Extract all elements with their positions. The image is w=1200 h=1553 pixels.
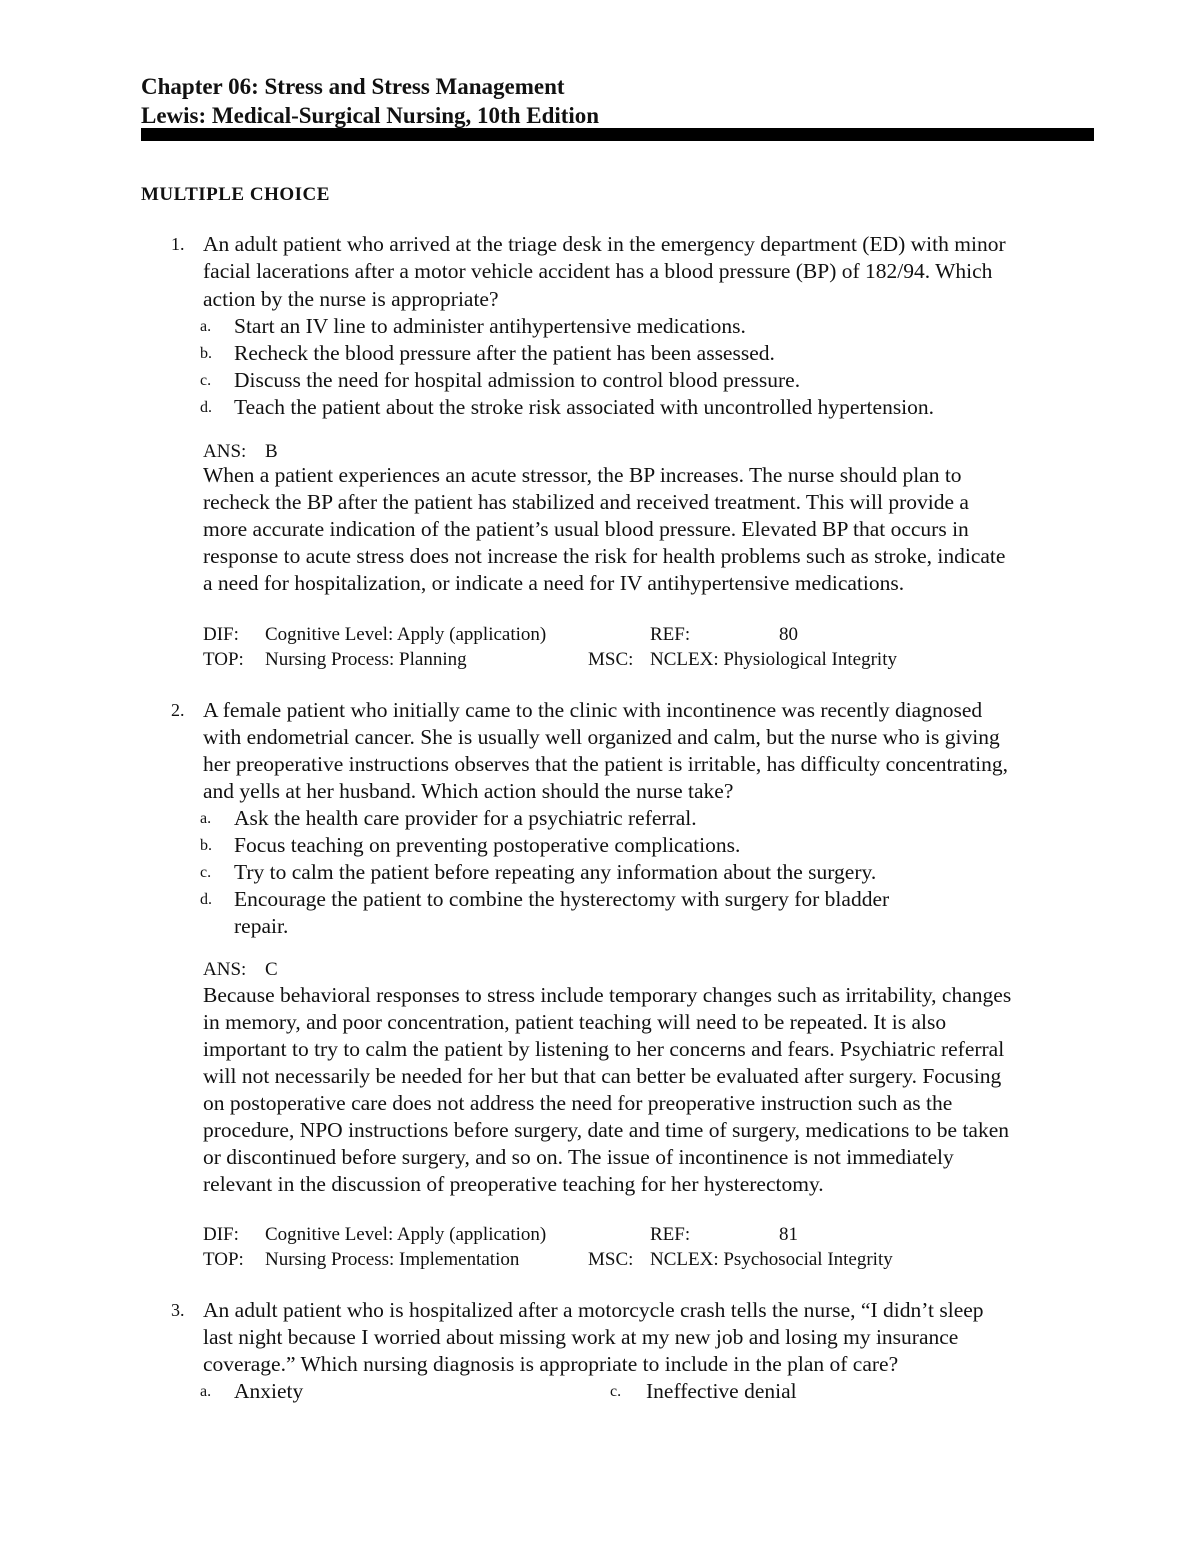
question-stem-line: coverage.” Which nursing diagnosis is appropriate to include in the plan of care? — [203, 1352, 899, 1376]
top-value: Nursing Process: Planning — [265, 649, 467, 670]
option-letter: c. — [610, 1383, 622, 1400]
answer-label: ANS: — [203, 441, 247, 462]
book-title: Lewis: Medical-Surgical Nursing, 10th Edition — [141, 103, 600, 128]
answer-value: B — [265, 441, 278, 462]
option-letter: b. — [200, 345, 212, 362]
question-number: 2. — [171, 700, 185, 720]
rationale-line: in memory, and poor concentration, patient teaching will need to be repeated. It is also — [203, 1010, 947, 1034]
question-stem-line: An adult patient who is hospitalized after a motorcycle crash tells the nurse, “I didn’t sleep — [203, 1298, 984, 1322]
ref-value: 81 — [779, 1224, 798, 1245]
rationale-line: or discontinued before surgery, and so on. The issue of incontinence is not immediately — [203, 1145, 954, 1169]
question-stem-line: her preoperative instructions observes that the patient is irritable, has difficulty concentrating, — [203, 752, 1009, 776]
question-stem-line: A female patient who initially came to the clinic with incontinence was recently diagnosed — [203, 698, 983, 722]
msc-value: NCLEX: Physiological Integrity — [650, 649, 897, 670]
option-text: Try to calm the patient before repeating any information about the surgery. — [234, 860, 877, 884]
question-stem-line: last night because I worried about missing work at my new job and losing my insurance — [203, 1325, 959, 1349]
rationale-line: procedure, NPO instructions before surgery, date and time of surgery, medications to be taken — [203, 1118, 1010, 1142]
option-text: Encourage the patient to combine the hysterectomy with surgery for bladder — [234, 887, 890, 911]
msc-value: NCLEX: Psychosocial Integrity — [650, 1249, 893, 1270]
option-text: Focus teaching on preventing postoperative complications. — [234, 833, 741, 857]
rationale-line: on postoperative care does not address the need for preoperative instruction such as the — [203, 1091, 953, 1115]
option-letter: a. — [200, 318, 212, 335]
question-stem-line: with endometrial cancer. She is usually well organized and calm, but the nurse who is giving — [203, 725, 1000, 749]
answer-value: C — [265, 959, 278, 980]
top-value: Nursing Process: Implementation — [265, 1249, 520, 1270]
option-letter: d. — [200, 399, 212, 416]
top-label: TOP: — [203, 649, 244, 670]
rationale-line: recheck the BP after the patient has stabilized and received treatment. This will provide a — [203, 490, 969, 514]
question-stem-line: An adult patient who arrived at the triage desk in the emergency department (ED) with minor — [203, 232, 1006, 256]
dif-label: DIF: — [203, 624, 239, 645]
option-letter: c. — [200, 372, 212, 389]
option-text: Recheck the blood pressure after the patient has been assessed. — [234, 341, 775, 365]
answer-label: ANS: — [203, 959, 247, 980]
ref-value: 80 — [779, 624, 798, 645]
ref-label: REF: — [650, 1224, 691, 1245]
top-label: TOP: — [203, 1249, 244, 1270]
rationale-line: a need for hospitalization, or indicate a need for IV antihypertensive medications. — [203, 571, 905, 595]
option-letter: c. — [200, 864, 212, 881]
question-number: 3. — [171, 1300, 185, 1320]
question-number: 1. — [171, 234, 185, 254]
option-text: Ineffective denial — [646, 1379, 797, 1403]
option-letter: a. — [200, 1383, 212, 1400]
chapter-title: Chapter 06: Stress and Stress Management — [141, 74, 565, 99]
dif-value: Cognitive Level: Apply (application) — [265, 1224, 547, 1245]
rationale-line: response to acute stress does not increase the risk for health problems such as stroke, indicate — [203, 544, 1006, 568]
question-stem-line: and yells at her husband. Which action should the nurse take? — [203, 779, 734, 803]
rationale-line: When a patient experiences an acute stressor, the BP increases. The nurse should plan to — [203, 463, 962, 487]
option-text-continued: repair. — [234, 914, 289, 938]
question-stem-line: action by the nurse is appropriate? — [203, 287, 499, 311]
question-stem-line: facial lacerations after a motor vehicle accident has a blood pressure (BP) of 182/94. Which — [203, 259, 993, 283]
rationale-line: more accurate indication of the patient’s usual blood pressure. Elevated BP that occurs in — [203, 517, 969, 541]
option-letter: b. — [200, 837, 212, 854]
option-text: Start an IV line to administer antihypertensive medications. — [234, 314, 746, 338]
ref-label: REF: — [650, 624, 691, 645]
option-text: Teach the patient about the stroke risk associated with uncontrolled hypertension. — [234, 395, 935, 419]
msc-label: MSC: — [588, 649, 634, 670]
rationale-line: relevant in the discussion of preoperative teaching for her hysterectomy. — [203, 1172, 824, 1196]
rationale-line: Because behavioral responses to stress include temporary changes such as irritability, changes — [203, 983, 1012, 1007]
rationale-line: important to try to calm the patient by listening to her concerns and fears. Psychiatric referral — [203, 1037, 1005, 1061]
option-letter: a. — [200, 810, 212, 827]
option-text: Discuss the need for hospital admission to control blood pressure. — [234, 368, 801, 392]
section-title: MULTIPLE CHOICE — [141, 184, 330, 205]
header-rule — [141, 128, 1094, 141]
dif-label: DIF: — [203, 1224, 239, 1245]
msc-label: MSC: — [588, 1249, 634, 1270]
rationale-line: will not necessarily be needed for her but that can better be evaluated after surgery. Focusing — [203, 1064, 1002, 1088]
option-letter: d. — [200, 891, 212, 908]
option-text: Ask the health care provider for a psychiatric referral. — [234, 806, 697, 830]
dif-value: Cognitive Level: Apply (application) — [265, 624, 547, 645]
option-text: Anxiety — [234, 1379, 304, 1403]
